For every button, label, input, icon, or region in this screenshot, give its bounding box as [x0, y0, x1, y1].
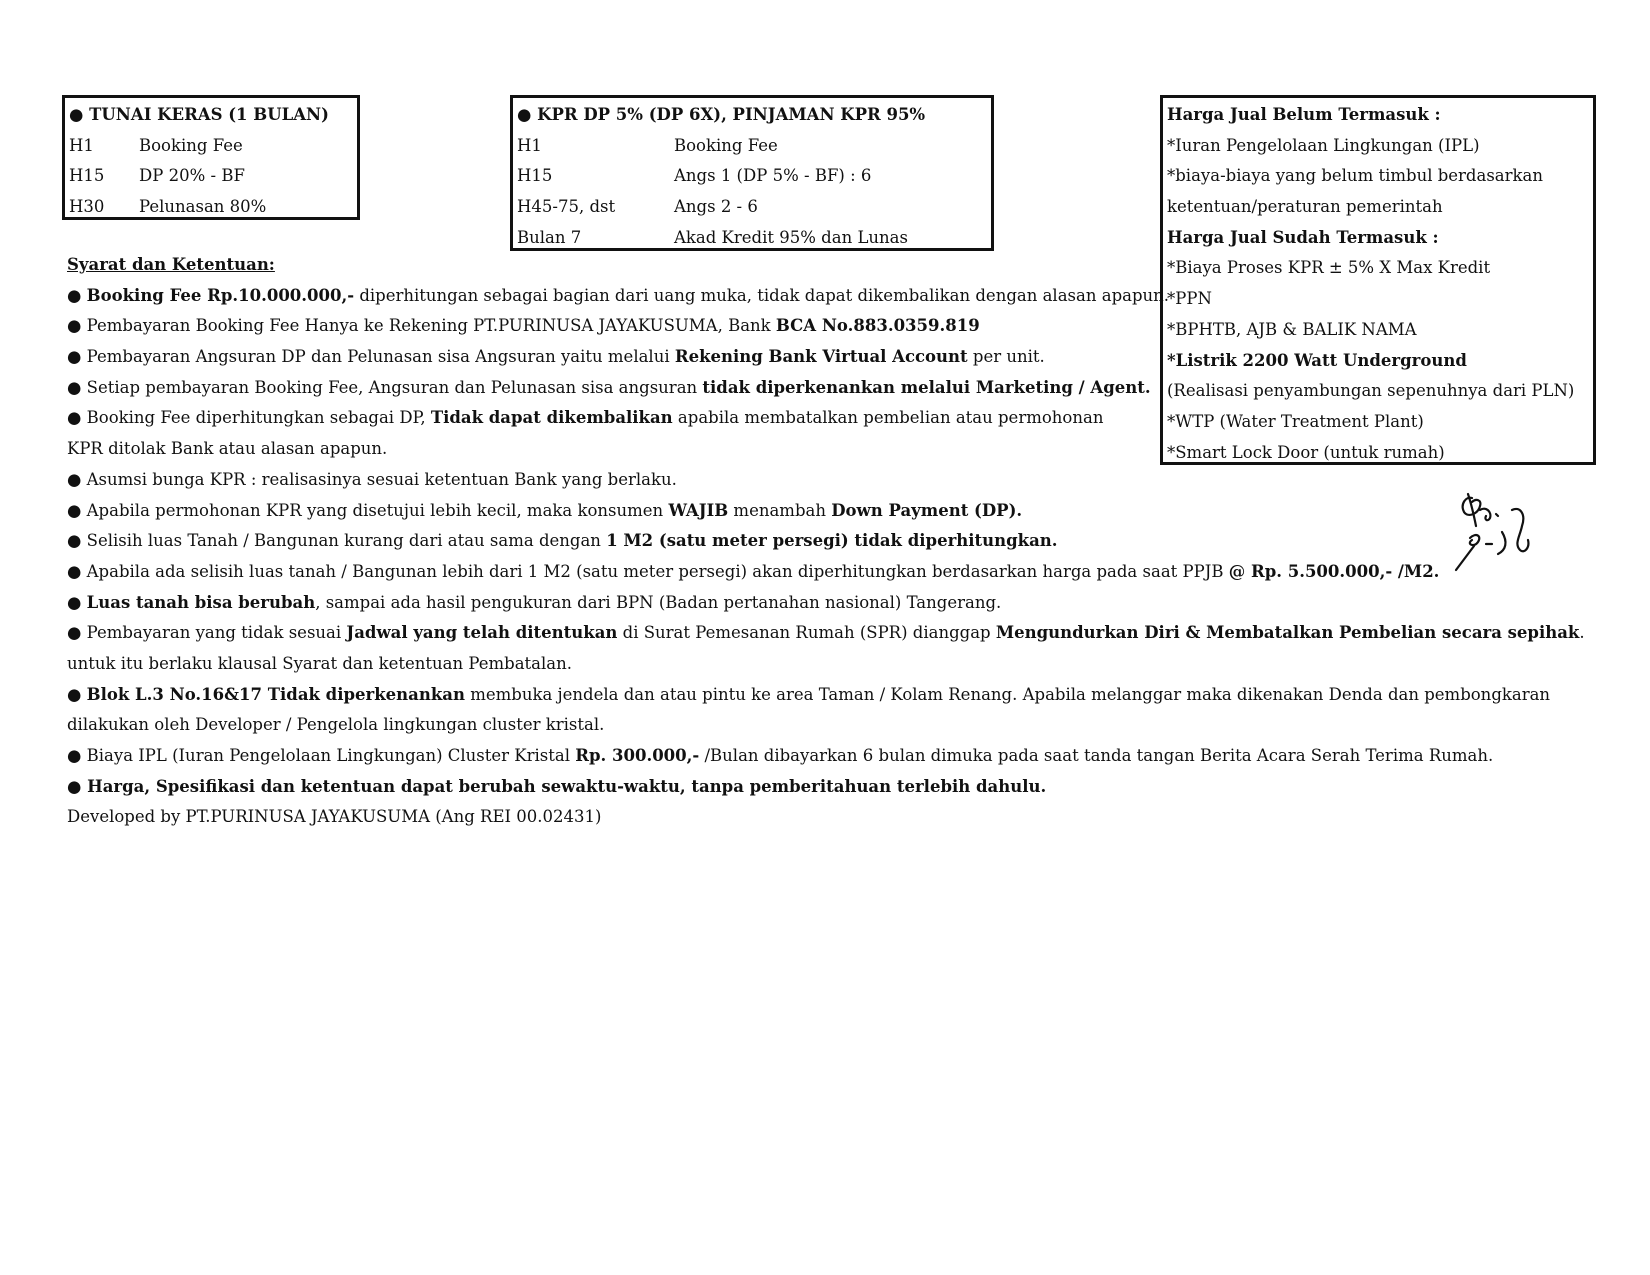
schedule-row	[69, 161, 353, 192]
schedule-value: Angs 2 - 6	[674, 197, 758, 217]
schedule-row	[517, 192, 987, 223]
harga-sudah-title: Harga Jual Sudah Termasuk :	[1167, 227, 1439, 247]
term-line: ● Harga, Spesifikasi dan ketentuan dapat berubah sewaktu-waktu, tanpa pemberitahuan terlebih dahulu.	[67, 776, 1047, 796]
schedule-key: H15	[517, 166, 553, 186]
harga-sudah-item: *Biaya Proses KPR ± 5% X Max Kredit	[1167, 258, 1491, 278]
schedule-key: H1	[517, 135, 542, 155]
kpr-box	[510, 95, 994, 251]
harga-sudah-item: *Listrik 2200 Watt Underground	[1167, 350, 1467, 370]
schedule-row	[517, 161, 987, 192]
schedule-value: Angs 1 (DP 5% - BF) : 6	[674, 166, 872, 186]
term-line: ● Apabila permohonan KPR yang disetujui lebih kecil, maka konsumen WAJIB menambah Down Payment (DP).	[67, 500, 1023, 520]
harga-belum-item: *Iuran Pengelolaan Lingkungan (IPL)	[1167, 135, 1480, 155]
term-line: untuk itu berlaku klausal Syarat dan ketentuan Pembatalan.	[67, 653, 573, 673]
tunai-keras-box	[62, 95, 360, 220]
term-line: ● Booking Fee diperhitungkan sebagai DP, Tidak dapat dikembalikan apabila membatalkan pembelian atau permohonan	[67, 408, 1104, 428]
schedule-value: Pelunasan 80%	[139, 197, 267, 217]
schedule-value: Booking Fee	[674, 135, 778, 155]
harga-sudah-item: *BPHTB, AJB & BALIK NAMA	[1167, 319, 1417, 339]
term-line: ● Selisih luas Tanah / Bangunan kurang dari atau sama dengan 1 M2 (satu meter persegi) tidak diperhitungkan.	[67, 531, 1058, 551]
harga-belum-title: Harga Jual Belum Termasuk :	[1167, 105, 1441, 124]
term-line: ● Pembayaran Angsuran DP dan Pelunasan sisa Angsuran yaitu melalui Rekening Bank Virtual Account per unit.	[67, 347, 1045, 367]
schedule-key: H1	[69, 135, 94, 155]
harga-belum-item: *biaya-biaya yang belum timbul berdasarkan	[1167, 166, 1543, 186]
schedule-row	[69, 131, 353, 162]
schedule-key: Bulan 7	[517, 227, 582, 247]
term-line: ● Pembayaran yang tidak sesuai Jadwal yang telah ditentukan di Surat Pemesanan Rumah (SPR) dianggap Mengundurkan Diri & Membatalkan Pembelian secara sepihak.	[67, 623, 1585, 643]
schedule-row	[69, 192, 353, 223]
term-line: ● Asumsi bunga KPR : realisasinya sesuai ketentuan Bank yang berlaku.	[67, 469, 677, 489]
kpr-title: ● KPR DP 5% (DP 6X), PINJAMAN KPR 95%	[517, 105, 926, 124]
schedule-value: Akad Kredit 95% dan Lunas	[674, 227, 908, 247]
harga-sudah-item: *Smart Lock Door (untuk rumah)	[1167, 442, 1445, 462]
harga-belum-item: ketentuan/peraturan pemerintah	[1167, 197, 1443, 217]
schedule-value: DP 20% - BF	[139, 166, 245, 186]
term-line: KPR ditolak Bank atau alasan apapun.	[67, 439, 388, 459]
term-line: ● Apabila ada selisih luas tanah / Bangunan lebih dari 1 M2 (satu meter persegi) akan diperhitungkan berdasarkan harga pada saat PPJB @ Rp. 5.500.000,- /M2.	[67, 561, 1440, 581]
schedule-row	[517, 223, 987, 254]
schedule-key: H15	[69, 166, 105, 186]
schedule-row	[517, 131, 987, 162]
harga-sudah-item: *WTP (Water Treatment Plant)	[1167, 411, 1424, 431]
developer-credit: Developed by PT.PURINUSA JAYAKUSUMA (Ang REI 00.02431)	[67, 807, 602, 827]
schedule-key: H45-75, dst	[517, 197, 616, 217]
term-line: ● Booking Fee Rp.10.000.000,- diperhitungan sebagai bagian dari uang muka, tidak dapat dikembalikan dengan alasan apapun.	[67, 285, 1170, 305]
term-line: ● Pembayaran Booking Fee Hanya ke Rekening PT.PURINUSA JAYAKUSUMA, Bank BCA No.883.0359.819	[67, 316, 980, 336]
schedule-key: H30	[69, 197, 105, 217]
term-line: ● Luas tanah bisa berubah, sampai ada hasil pengukuran dari BPN (Badan pertanahan nasional) Tangerang.	[67, 592, 1002, 612]
terms-section	[67, 250, 1585, 833]
schedule-value: Booking Fee	[139, 135, 243, 155]
term-line: ● Biaya IPL (Iuran Pengelolaan Lingkungan) Cluster Kristal Rp. 300.000,- /Bulan dibayarkan 6 bulan dimuka pada saat tanda tangan Berita Acara Serah Terima Rumah.	[67, 746, 1494, 765]
term-line: ● Setiap pembayaran Booking Fee, Angsuran dan Pelunasan sisa angsuran tidak diperkenankan melalui Marketing / Agent.	[67, 377, 1151, 397]
term-line: ● Blok L.3 No.16&17 Tidak diperkenankan membuka jendela dan atau pintu ke area Taman / Kolam Renang. Apabila melanggar maka dikenakan Denda dan pembongkaran	[67, 684, 1551, 704]
terms-heading: Syarat dan Ketentuan:	[67, 255, 275, 274]
harga-sudah-item: *PPN	[1167, 289, 1212, 309]
term-line: dilakukan oleh Developer / Pengelola lingkungan cluster kristal.	[67, 715, 605, 735]
signature	[1450, 492, 1538, 582]
tunai-keras-title: ● TUNAI KERAS (1 BULAN)	[69, 105, 329, 124]
harga-sudah-item: (Realisasi penyambungan sepenuhnya dari PLN)	[1167, 381, 1575, 401]
